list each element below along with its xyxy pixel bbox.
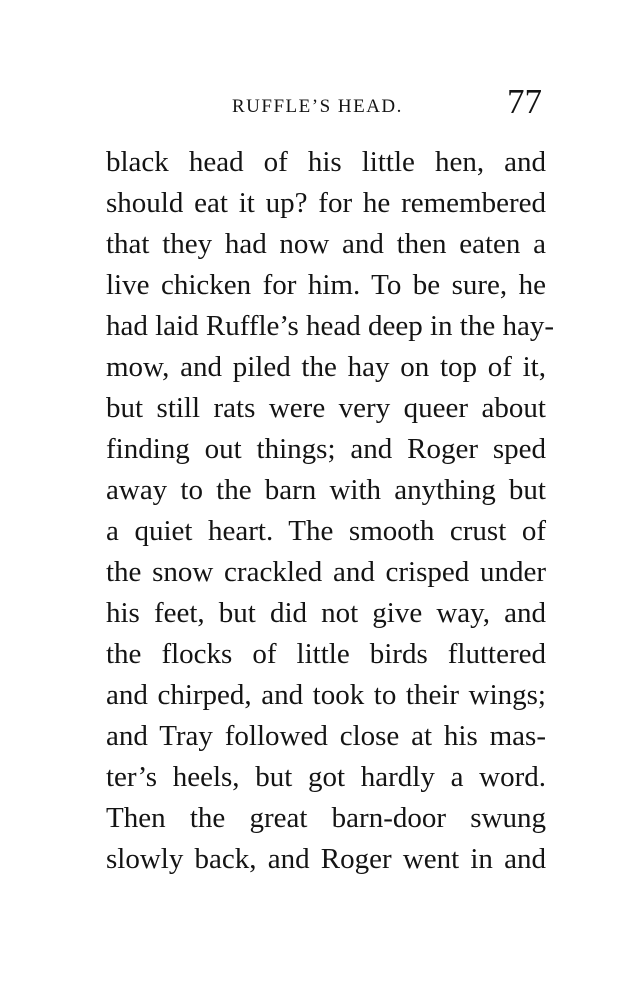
chapter-title: RUFFLE’S HEAD. [232,96,403,117]
text-line: that they had now and then eaten a [106,228,546,260]
text-line: the flocks of little birds fluttered [106,638,546,670]
text-line: but still rats were very queer about [106,392,546,424]
running-header [0,84,633,124]
text-line: should eat it up? for he remembered [106,187,546,219]
text-line: Then the great barn-door swung [106,802,546,834]
text-line: slowly back, and Roger went in and [106,843,546,875]
body-text [106,142,555,880]
text-line: the snow crackled and crisped under [106,556,546,588]
text-line: a quiet heart. The smooth crust of [106,515,546,547]
text-line: ter’s heels, but got hardly a word. [106,761,546,793]
text-line: live chicken for him. To be sure, he [106,269,546,301]
text-line: and Tray followed close at his mas- [106,720,546,752]
text-line: had laid Ruffle’s head deep in the hay- [106,310,555,342]
text-line: finding out things; and Roger sped [106,433,546,465]
text-line: and chirped, and took to their wings; [106,679,546,711]
text-line: mow, and piled the hay on top of it, [106,351,546,383]
text-line: his feet, but did not give way, and [106,597,546,629]
text-line: away to the barn with anything but [106,474,546,506]
text-line: black head of his little hen, and [106,146,546,178]
page-number: 77 [507,82,542,121]
